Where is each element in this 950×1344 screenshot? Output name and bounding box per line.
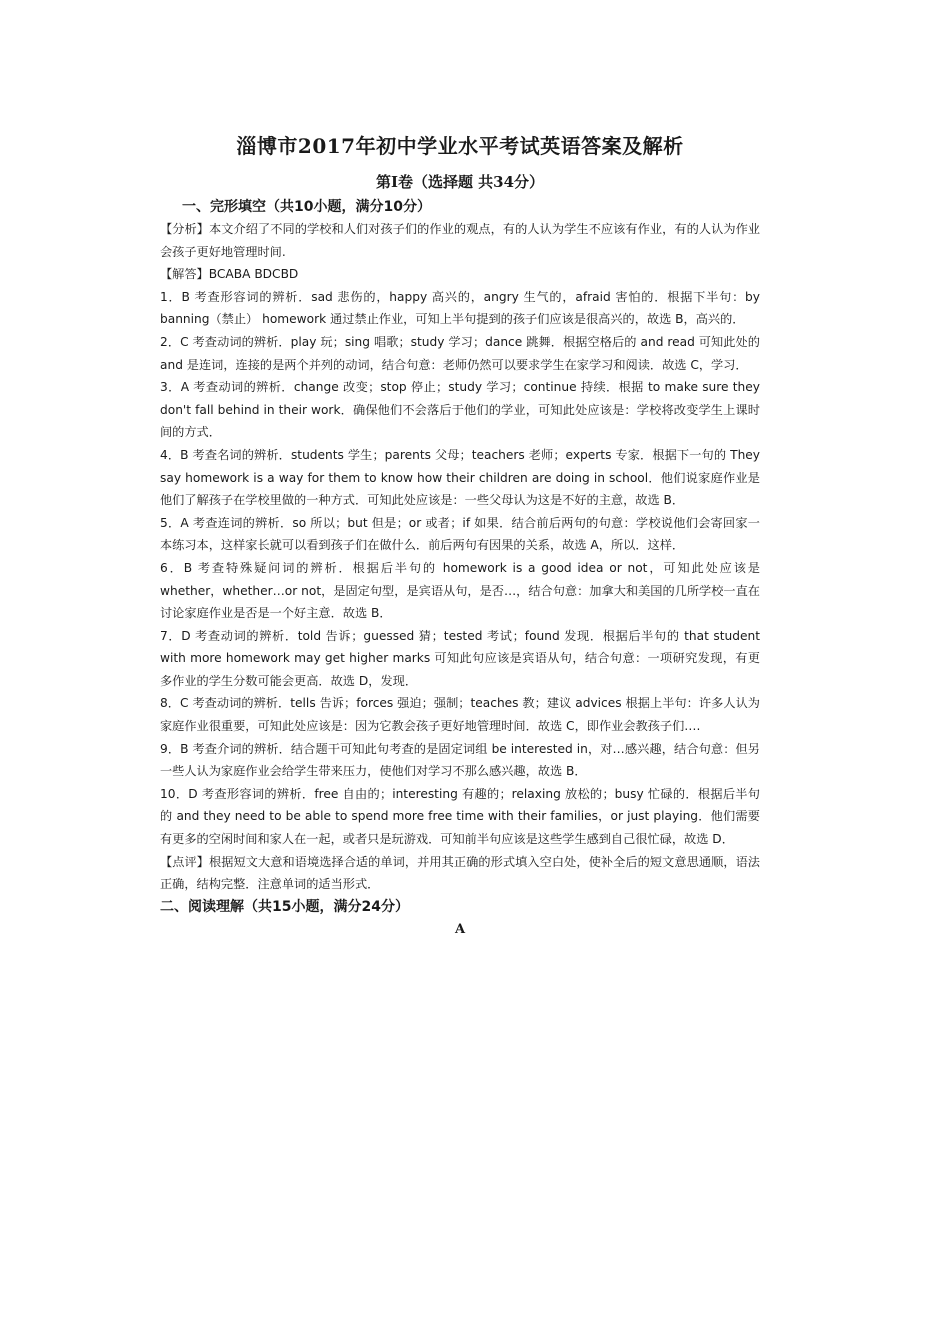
section-heading-cloze: 一、完形填空（共10小题，满分10分） xyxy=(182,199,431,215)
answer-item-4: 4．B 考查名词的辨析．students 学生；parents 父母；teachers 老师；experts 专家．根据下一句的 They say homework is a way for them to know how their children are doing in school．他们说家庭作业是他们了解孩子在学校里做的一种方式．可知此处应该是：一些父母认为这是不好的主意，故选 B． xyxy=(160,447,760,508)
answer-item-3: 3．A 考查动词的辨析．change 改变；stop 停止；study 学习；continue 持续．根据 to make sure they don't fall behind in their work．确保他们不会落后于他们的学业，可知此处应该是：学校将改变学生上课时间的方式． xyxy=(160,380,760,440)
document-title: 淄博市2017年初中学业水平考试英语答案及解析 xyxy=(236,134,684,158)
answer-item-8: 8．C 考查动词的辨析．tells 告诉；forces 强迫；强制；teaches 教；建议 advices 根据上半句：许多人认为家庭作业很重要，可知此处应该是：因为它教会孩子更好地管理时间．故选 C，即作业会教孩子们…. xyxy=(160,696,760,734)
answer-item-6: 6．B 考查特殊疑问词的辨析．根据后半句的 homework is a good idea or not，可知此处应该是 whether，whether…or not，是固定句型，是宾语从句，是否…，结合句意：加拿大和美国的几所学校一直在讨论家庭作业是否是一个好主意．故选 B． xyxy=(160,560,760,621)
answer-item-2: 2．C 考查动词的辨析．play 玩；sing 唱歌；study 学习；dance 跳舞．根据空格后的 and read 可知此处的 and 是连词，连接的是两个并列的动词，结合句意：老师仍然可以要求学生在家学习和阅读．故选 C，学习． xyxy=(160,334,760,372)
volume-subtitle: 第Ⅰ卷（选择题 共34分） xyxy=(375,173,545,191)
answer-item-10: 10．D 考查形容词的辨析．free 自由的；interesting 有趣的；relaxing 放松的；busy 忙碌的．根据后半句的 and they need to be able to spend more free time with their families，or just playing．他们需要有更多的空闲时间和家人在一起，或者只是玩游戏．可知前半句应该是这些学生感到自己很忙碌，故选 D． xyxy=(160,786,760,847)
answer-item-7: 7．D 考查动词的辨析．told 告诉；guessed 猜；tested 考试；found 发现．根据后半句的 that student with more homework may get higher marks 可知此句应该是宾语从句，结合句意：一项研究发现，有更多作业的学生分数可能会更高．故选 D，发现． xyxy=(160,628,760,688)
comment-paragraph: 【点评】根据短文大意和语境选择合适的单词，并用其正确的形式填入空白处，使补全后的短文意思通顺，语法正确，结构完整．注意单词的适当形式． xyxy=(160,854,760,892)
answer-item-5: 5．A 考查连词的辨析．so 所以；but 但是；or 或者；if 如果．结合前后两句的句意：学校说他们会寄回家一本练习本，这样家长就可以看到孩子们在做什么．前后两句有因果的关系，故选 A，所以．这样． xyxy=(160,515,760,553)
answer-key: 【解答】BCABA BDCBD xyxy=(160,267,299,282)
answer-item-9: 9．B 考查介词的辨析．结合题干可知此句考查的是固定词组 be interested in，对…感兴趣，结合句意：但另一些人认为家庭作业会给学生带来压力，使他们对学习不那么感兴趣，故选 B． xyxy=(160,741,760,779)
analysis-paragraph: 【分析】本文介绍了不同的学校和人们对孩子们的作业的观点，有的人认为学生不应该有作业，有的人认为作业会孩子更好地管理时间. xyxy=(160,222,760,259)
document-content xyxy=(160,130,760,937)
part-label: A xyxy=(454,921,466,937)
answer-item-1: 1．B 考查形容词的辨析．sad 悲伤的，happy 高兴的，angry 生气的，afraid 害怕的．根据下半句：by banning（禁止） homework 通过禁止作业，可知上半句提到的孩子们应该是很高兴的，故选 B，高兴的． xyxy=(160,289,760,327)
section-heading-reading: 二、阅读理解（共15小题，满分24分） xyxy=(160,898,409,915)
